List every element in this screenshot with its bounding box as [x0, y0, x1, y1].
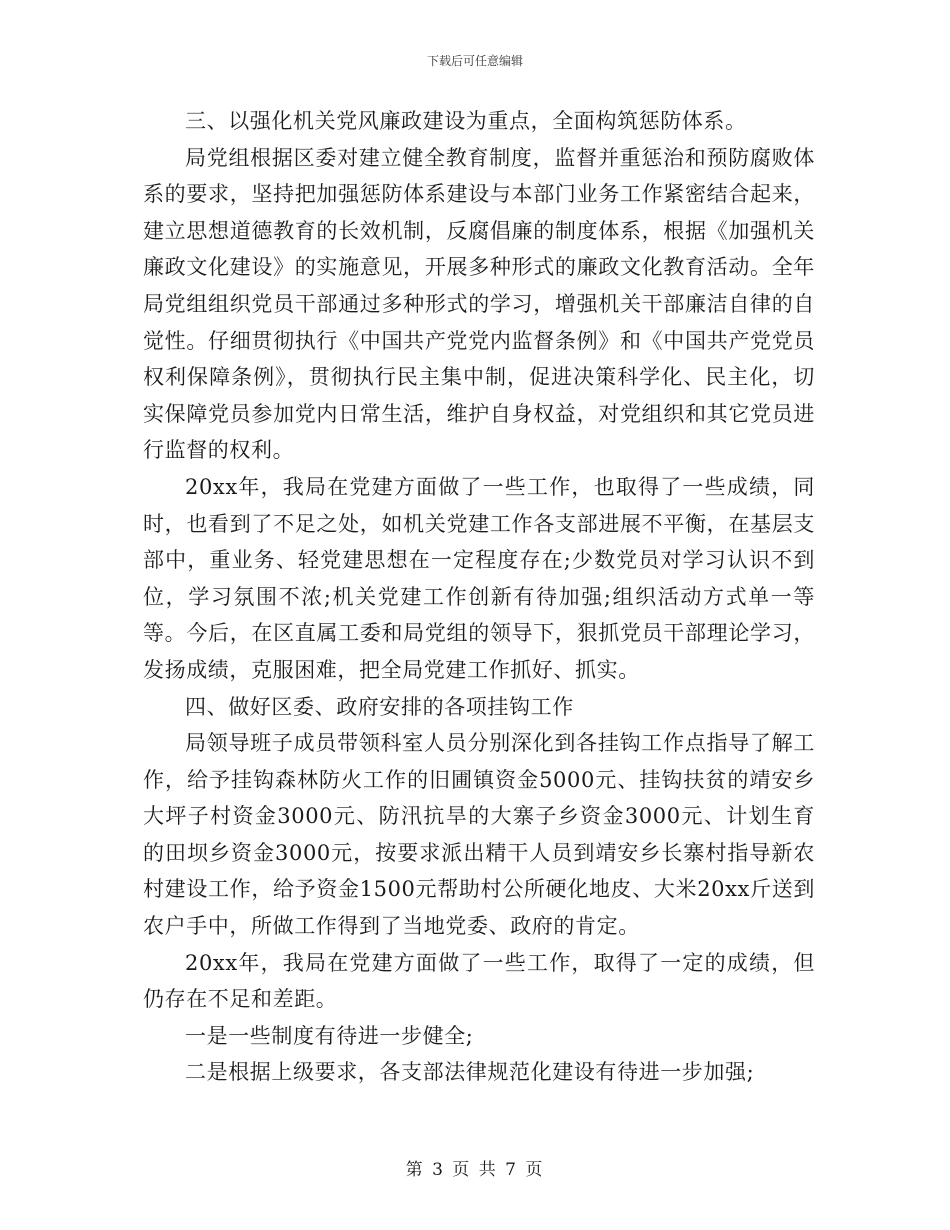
list-item-1: 一是一些制度有待进一步健全; — [185, 1023, 474, 1048]
list-item-2: 二是根据上级要求，各支部法律规范化建设有待进一步加强; — [185, 1060, 755, 1085]
paragraph-1: 局党组根据区委对建立健全教育制度，监督并重惩治和预防腐败体系的要求，坚持把加强惩防体系建设与本部门业务工作紧密结合起来，建立思想道德教育的长效机制，反腐倡廉的制度体系，根据《加强机关廉政文化建设》的实施意见，开展多种形式的廉政文化教育活动。全年局党组组织党员干部通过多种形式的学习，增强机关干部廉洁自律的自觉性。仔细贯彻执行《中国共产党党内监督条例》和《中国共产党党员权利保障条例》，贯彻执行民主集中制，促进决策科学化、民主化，切实保障党员参加党内日常生活，维护自身权益，对党组织和其它党员进行监督的权利。 — [143, 145, 815, 463]
page-footer: 第 3 页 共 7 页 — [405, 1160, 545, 1180]
paragraph-4: 20xx年，我局在党建方面做了一些工作，取得了一定的成绩，但仍存在不足和差距。 — [143, 950, 815, 1012]
page-header: 下载后可任意编辑 — [426, 54, 523, 68]
section-heading-3: 三、以强化机关党风廉政建设为重点，全面构筑惩防体系。 — [185, 109, 747, 133]
paragraph-3: 局领导班子成员带领科室人员分别深化到各挂钩工作点指导了解工作，给予挂钩森林防火工作的旧圃镇资金5000元、挂钩扶贫的靖安乡大坪子村资金3000元、防汛抗旱的大寨子乡资金3000元、计划生育的田坝乡资金3000元，按要求派出精干人员到靖安乡长寨村指导新农村建设工作，给予资金1500元帮助村公所硬化地皮、大米20xx斤送到农户手中，所做工作得到了当地党委、政府的肯定。 — [143, 731, 815, 939]
document-body — [143, 103, 815, 1091]
section-heading-4: 四、做好区委、政府安排的各项挂钩工作 — [185, 694, 574, 719]
paragraph-2: 20xx年，我局在党建方面做了一些工作，也取得了一些成绩，同时，也看到了不足之处，如机关党建工作各支部进展不平衡，在基层支部中，重业务、轻党建思想在一定程度存在;少数党员对学习认识不到位，学习氛围不浓;机关党建工作创新有待加强;组织活动方式单一等等。今后，在区直属工委和局党组的领导下，狠抓党员干部理论学习，发扬成绩，克服困难，把全局党建工作抓好、抓实。 — [143, 474, 815, 682]
